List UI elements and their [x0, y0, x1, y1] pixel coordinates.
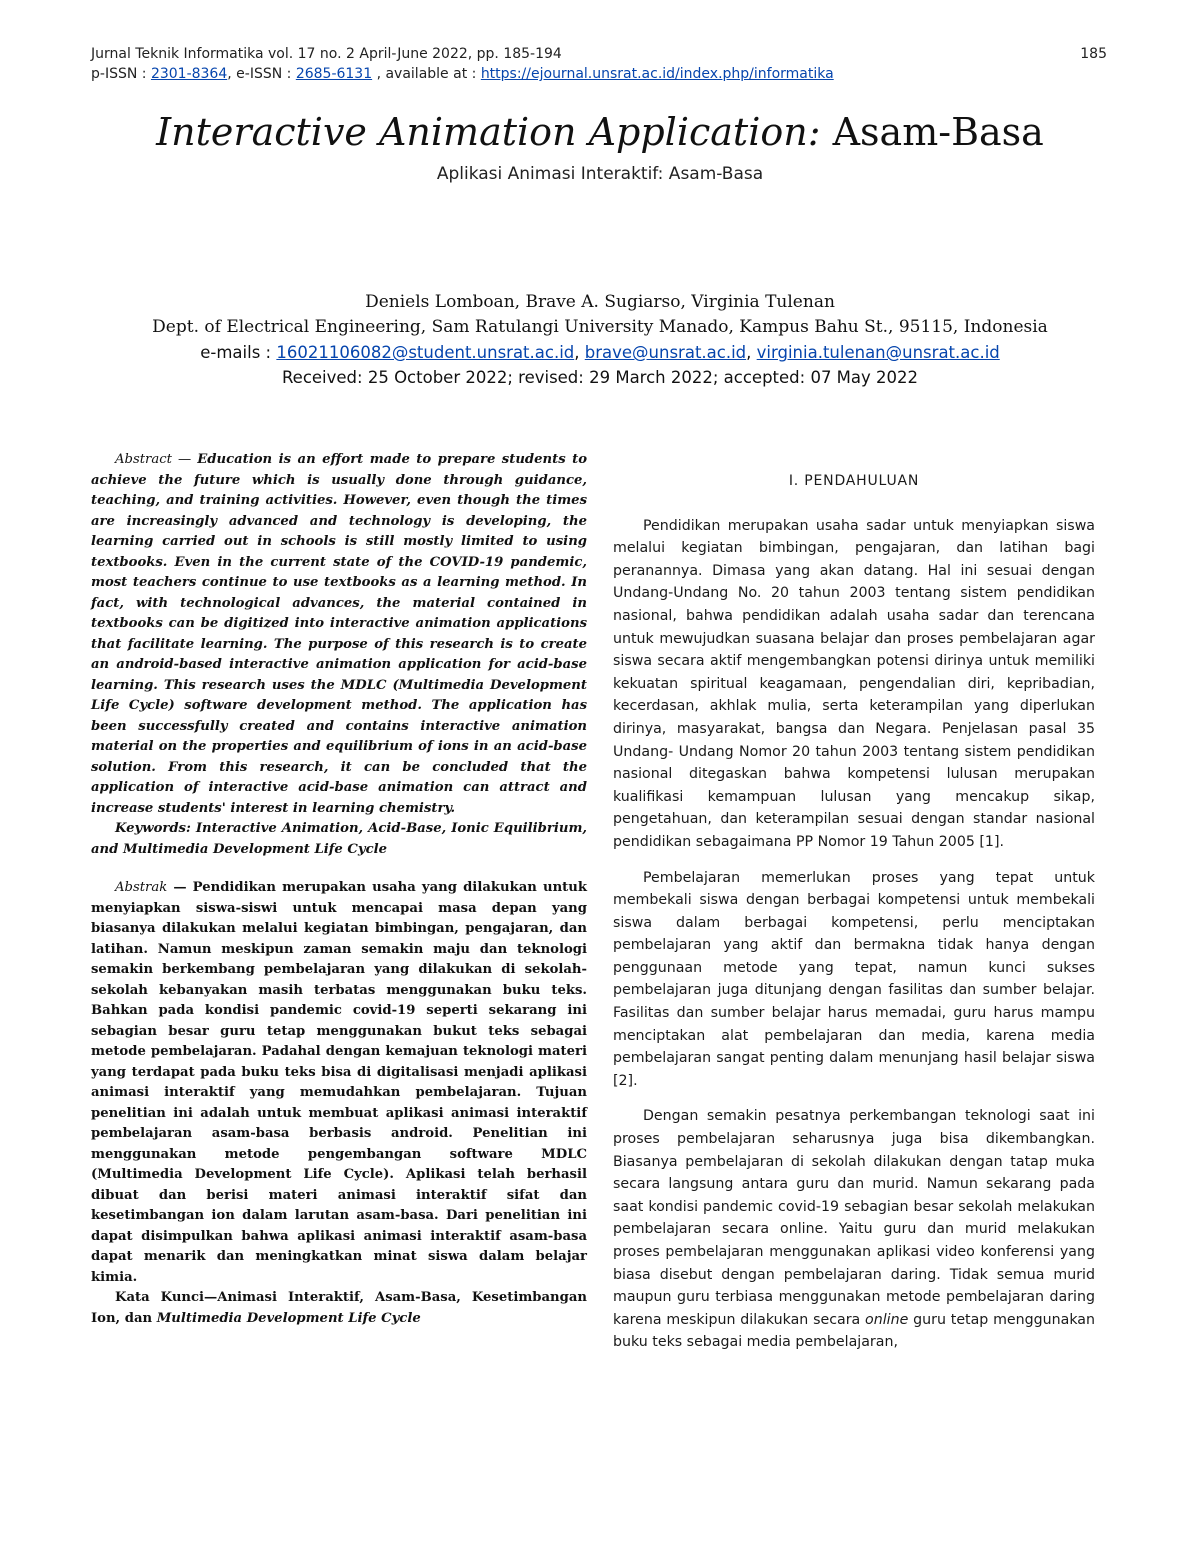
- submission-dates: Received: 25 October 2022; revised: 29 March 2022; accepted: 07 May 2022: [281, 368, 919, 387]
- journal-citation: Jurnal Teknik Informatika vol. 17 no. 2 April-June 2022, pp. 185-194: [91, 46, 562, 62]
- author-emails: e-mails : 16021106082@student.unsrat.ac.id, brave@unsrat.ac.id, virginia.tulenan@unsrat.ac.id: [200, 343, 1000, 362]
- email-link-3[interactable]: virginia.tulenan@unsrat.ac.id: [756, 343, 1000, 362]
- email-link-2[interactable]: brave@unsrat.ac.id: [584, 343, 747, 362]
- running-header: [91, 44, 1107, 84]
- journal-url-link[interactable]: https://ejournal.unsrat.ac.id/index.php/informatika: [480, 66, 834, 82]
- keywords-english: Keywords: Interactive Animation, Acid-Base, Ionic Equilibrium, and Multimedia Development Life Cycle: [91, 821, 587, 857]
- paper-title: Interactive Animation Application: Asam-Basa: [156, 110, 1044, 154]
- eissn-link[interactable]: 2685-6131: [295, 66, 373, 82]
- email-link-1[interactable]: 16021106082@student.unsrat.ac.id: [276, 343, 575, 362]
- author-affiliation: Dept. of Electrical Engineering, Sam Ratulangi University Manado, Kampus Bahu St., 95115, Indonesia: [152, 317, 1048, 337]
- keywords-indonesian: Kata Kunci—Animasi Interaktif, Asam-Basa, Kesetimbangan Ion, dan Multimedia Development Life Cycle: [91, 1290, 587, 1326]
- section-heading: I. PENDAHULUAN: [788, 473, 920, 489]
- authors-block: [0, 290, 1200, 390]
- intro-paragraph-3: Dengan semakin pesatnya perkembangan teknologi saat ini proses pembelajaran seharusnya juga bisa dikembangkan. Biasanya pembelajaran di sekolah dilakukan dengan tatap muka secara langsung antara guru dan murid. Namun sekarang pada saat kondisi pandemic covid-19 sebagian besar sekolah melakukan pembelajaran secara online. Yaitu guru dan murid melakukan proses pembelajaran menggunakan aplikasi video konferensi yang biasa disebut dengan pembelajaran daring. Tidak semua murid maupun guru terbiasa menggunakan metode pembelajaran daring karena meskipun dilakukan secara online guru tetap menggunakan buku teks sebagai media pembelajaran,: [613, 1108, 1095, 1351]
- paper-subtitle: Aplikasi Animasi Interaktif: Asam-Basa: [436, 164, 764, 184]
- abstract-english: Abstract — Education is an effort made to prepare students to achieve the future which is usually done through guidance, teaching, and training activities. However, even though the times are increasingly advanced and technology is developing, the learning carried out in schools is still mostly limited to using textbooks. Even in the current state of the COVID-19 pandemic, most teachers continue to use textbooks as a learning method. In fact, with technological advances, the material contained in textbooks can be digitized into interactive animation applications that facilitate learning. The purpose of this research is to create an android-based interactive animation application for acid-base learning. This research uses the MDLC (Multimedia Development Life Cycle) software development method. The application has been successfully created and contains interactive animation material on the properties and equilibrium of ions in an acid-base solution. From this research, it can be concluded that the application of interactive acid-base animation can attract and increase students' interest in learning chemistry.: [91, 452, 587, 816]
- author-names: Deniels Lomboan, Brave A. Sugiarso, Virginia Tulenan: [365, 292, 835, 312]
- intro-paragraph-2: Pembelajaran memerlukan proses yang tepat untuk membekali siswa dengan berbagai kompetensi untuk membekali siswa dalam berbagai kompetensi, perlu menciptakan pembelajaran yang aktif dan bermakna tidak hanya dengan penggunaan metode yang tepat, namun kunci sukses pembelajaran juga ditunjang dengan fasilitas dan sumber belajar. Fasilitas dan sumber belajar harus memadai, guru harus mampu menciptakan alat pembelajaran dan media, karena media pembelajaran sangat penting dalam menunjang hasil belajar siswa [2].: [613, 869, 1095, 1089]
- introduction-column: [613, 470, 1095, 1367]
- title-block: [0, 108, 1200, 186]
- abstract-column: [91, 450, 587, 1329]
- intro-paragraph-1: Pendidikan merupakan usaha sadar untuk menyiapkan siswa melalui kegiatan bimbingan, pengajaran, dan latihan bagi peranannya. Dimasa yang akan datang. Hal ini sesuai dengan Undang-Undang No. 20 tahun 2003 tentang sistem pendidikan nasional, bahwa pendidikan adalah usaha sadar dan terencana untuk mewujudkan suasana belajar dan proses pembelajaran agar siswa secara aktif mengembangkan potensi dirinya untuk memiliki kekuatan spiritual keagamaan, pengendalian diri, kepribadian, kecerdasan, akhlak mulia, serta keterampilan yang diperlukan dirinya, masyarakat, bangsa dan Negara. Penjelasan pasal 35 Undang- Undang Nomor 20 tahun 2003 tentang sistem pendidikan nasional ditegaskan bahwa kompetensi lulusan merupakan kualifikasi kemampuan lulusan yang mencakup sikap, pengetahuan, dan keterampilan sesuai dengan standar nasional pendidikan sebagaimana PP Nomor 19 Tahun 2005 [1].: [613, 517, 1095, 850]
- abstract-indonesian: Abstrak — Pendidikan merupakan usaha yang dilakukan untuk menyiapkan siswa-siswi untuk mencapai masa depan yang biasanya dilakukan melalui kegiatan bimbingan, pengajaran, dan latihan. Namun meskipun zaman semakin maju dan teknologi semakin berkembang pembelajaran yang dilakukan di sekolah-sekolah kebanyakan masih terbatas menggunakan buku teks. Bahkan pada kondisi pandemic covid-19 seperti sekarang ini sebagian besar guru tetap menggunakan bukut teks sebagai metode pembelajaran. Padahal dengan kemajuan teknologi materi yang terdapat pada buku teks bisa di digitalisasi menjadi aplikasi animasi interaktif yang memudahkan pembelajaran. Tujuan penelitian ini adalah untuk membuat aplikasi animasi interaktif pembelajaran asam-basa berbasis android. Penelitian ini menggunakan metode pengembangan software MDLC (Multimedia Development Life Cycle). Aplikasi telah berhasil dibuat dan berisi materi animasi interaktif sifat dan kesetimbangan ion dalam larutan asam-basa. Dari penelitian ini dapat disimpulkan bahwa aplikasi animasi interaktif asam-basa dapat menarik dan meningkatkan minat siswa dalam belajar kimia.: [91, 880, 587, 1285]
- pissn-link[interactable]: 2301-8364: [150, 66, 228, 82]
- page-number: 185: [1080, 46, 1107, 62]
- issn-line: p-ISSN : 2301-8364, e-ISSN : 2685-6131 , available at : https://ejournal.unsrat.ac.id/index.php/informatika: [91, 66, 834, 82]
